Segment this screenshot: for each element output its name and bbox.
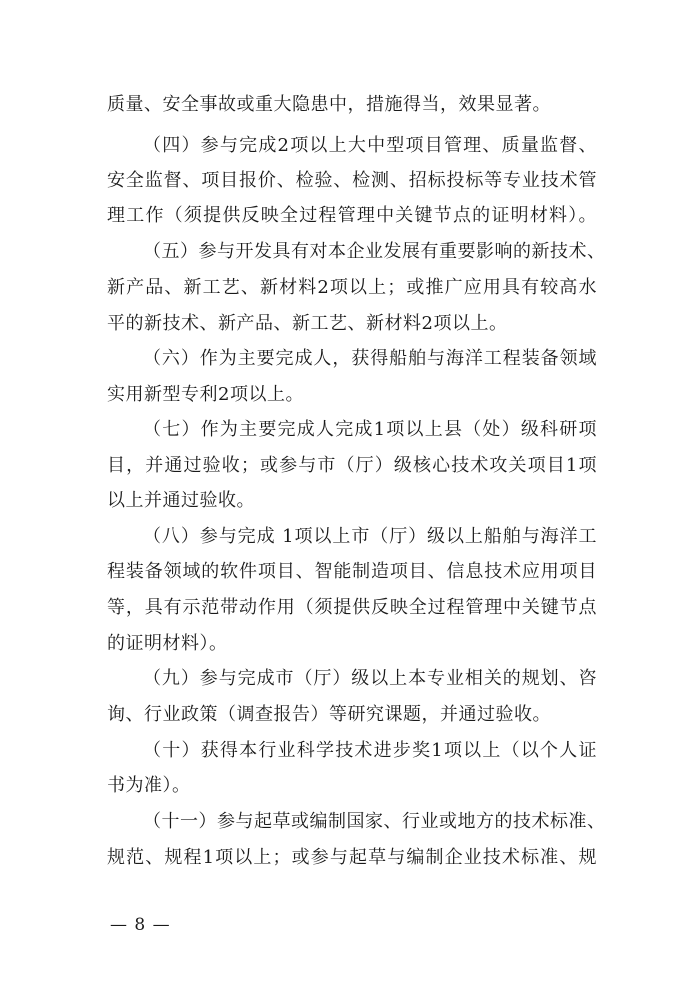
text-line: 等，具有示范带动作用（须提供反映全过程管理中关键节点 bbox=[107, 597, 597, 618]
paragraph-item-4-line: （四）参与完成2项以上大中型项目管理、质量监督、 bbox=[143, 135, 597, 156]
text-line: 询、行业政策（调查报告）等研究课题，并通过验收。 bbox=[107, 704, 551, 725]
paragraph-item-5-line: （五）参与开发具有对本企业发展有重要影响的新技术、 bbox=[143, 241, 606, 262]
paragraph-item-7-line: （七）作为主要完成人完成1项以上县（处）级科研项 bbox=[143, 419, 597, 440]
paragraph-item-11-line: （十一）参与起草或编制国家、行业或地方的技术标准、 bbox=[143, 811, 606, 832]
text-line: 的证明材料）。 bbox=[107, 633, 228, 654]
text-line: 目，并通过验收；或参与市（厅）级核心技术攻关项目1项 bbox=[107, 455, 597, 476]
paragraph-item-6-line: （六）作为主要完成人，获得船舶与海洋工程装备领域 bbox=[143, 348, 597, 369]
paragraph-item-10-line: （十）获得本行业科学技术进步奖1项以上（以个人证 bbox=[143, 740, 597, 761]
text-line: 新产品、新工艺、新材料2项以上；或推广应用具有较高水 bbox=[107, 277, 597, 298]
text-line: 质量、安全事故或重大隐患中，措施得当，效果显著。 bbox=[107, 94, 551, 115]
text-line: 书为准）。 bbox=[107, 775, 191, 796]
page-number: — 8 — bbox=[110, 915, 171, 935]
text-line: 以上并通过验收。 bbox=[107, 490, 255, 511]
text-line: 理工作（须提供反映全过程管理中关键节点的证明材料）。 bbox=[107, 205, 597, 226]
text-line: 平的新技术、新产品、新工艺、新材料2项以上。 bbox=[107, 313, 508, 334]
text-line: 安全监督、项目报价、检验、检测、招标投标等专业技术管 bbox=[107, 170, 597, 191]
paragraph-item-9-line: （九）参与完成市（厅）级以上本专业相关的规划、咨 bbox=[143, 668, 597, 689]
text-line: 规范、规程1项以上；或参与起草与编制企业技术标准、规 bbox=[107, 847, 597, 868]
text-line: 实用新型专利2项以上。 bbox=[107, 384, 304, 405]
text-line: 程装备领域的软件项目、智能制造项目、信息技术应用项目 bbox=[107, 561, 597, 582]
paragraph-item-8-line: （八）参与完成 1项以上市（厅）级以上船舶与海洋工 bbox=[143, 526, 597, 547]
